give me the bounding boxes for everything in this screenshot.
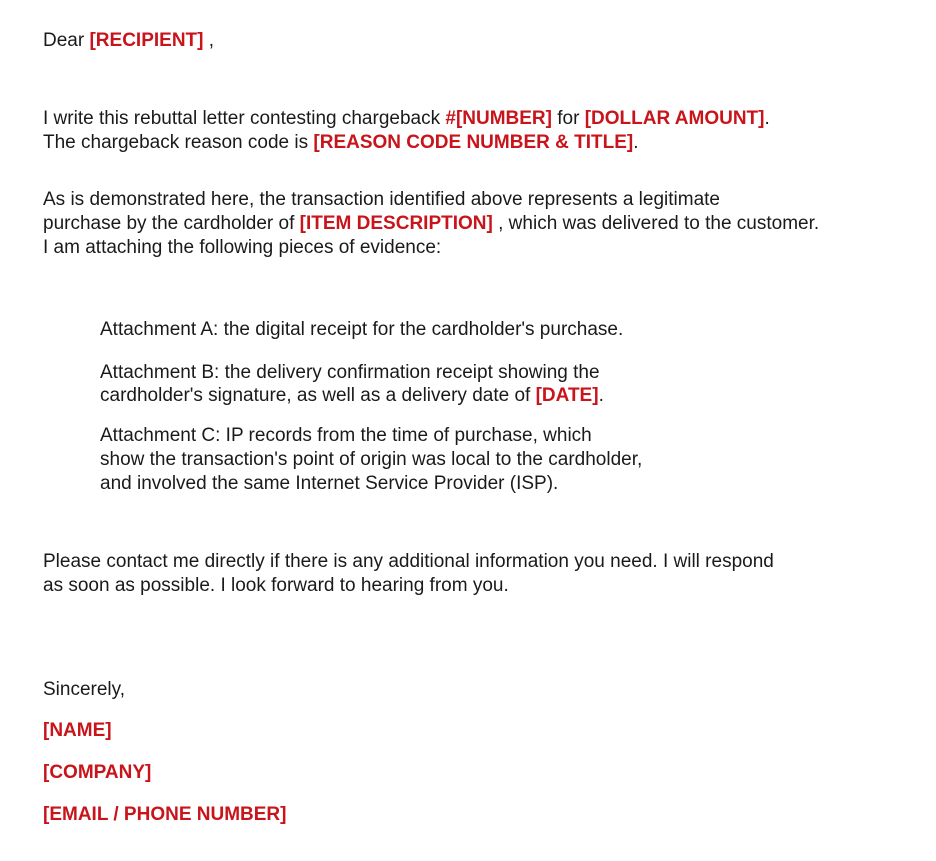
company-placeholder: [COMPANY]	[43, 762, 152, 783]
paragraph2-text: , which was delivered to the customer.	[492, 213, 820, 234]
salutation-line	[43, 29, 214, 53]
salutation-comma: ,	[203, 30, 215, 51]
paragraph1-text: The chargeback reason code is	[43, 132, 314, 153]
chargeback-number-placeholder: #[NUMBER]	[445, 108, 552, 129]
closing-line1: Please contact me directly if there is any additional information you need. I will respond	[43, 551, 774, 572]
paragraph1-text: for	[551, 108, 585, 129]
paragraph2-line2	[43, 212, 819, 236]
attachment-b-text: cardholder's signature, as well as a delivery date of	[100, 385, 536, 406]
attachment-c-line3: and involved the same Internet Service Provider (ISP).	[100, 473, 559, 494]
reason-code-placeholder: [REASON CODE NUMBER & TITLE]	[313, 132, 634, 153]
sincerely-text: Sincerely,	[43, 679, 126, 700]
paragraph1-text: .	[764, 108, 770, 129]
item-description-placeholder: [ITEM DESCRIPTION]	[299, 213, 493, 234]
name-placeholder: [NAME]	[43, 720, 112, 741]
contact-placeholder: [EMAIL / PHONE NUMBER]	[43, 804, 287, 825]
attachment-b-line1: Attachment B: the delivery confirmation receipt showing the	[100, 362, 600, 383]
attachment-c-line2: show the transaction's point of origin was local to the cardholder,	[100, 449, 643, 470]
paragraph1-text: .	[633, 132, 639, 153]
paragraph1-text: I write this rebuttal letter contesting chargeback	[43, 108, 446, 129]
recipient-placeholder: [RECIPIENT]	[89, 30, 204, 51]
date-placeholder: [DATE]	[535, 385, 599, 406]
attachment-c-line1: Attachment C: IP records from the time of purchase, which	[100, 425, 592, 446]
attachment-a: Attachment A: the digital receipt for the cardholder's purchase.	[100, 319, 624, 340]
paragraph2-text: purchase by the cardholder of	[43, 213, 300, 234]
paragraph2-line3: I am attaching the following pieces of evidence:	[43, 237, 442, 258]
paragraph2-line1: As is demonstrated here, the transaction identified above represents a legitimate	[43, 189, 720, 210]
salutation-text: Dear	[43, 30, 90, 51]
paragraph1-line2	[43, 131, 639, 155]
attachment-b-line2	[100, 384, 604, 408]
attachment-b-text: .	[598, 385, 604, 406]
dollar-amount-placeholder: [DOLLAR AMOUNT]	[584, 108, 765, 129]
closing-line2: as soon as possible. I look forward to hearing from you.	[43, 575, 509, 596]
paragraph1-line1	[43, 107, 770, 131]
